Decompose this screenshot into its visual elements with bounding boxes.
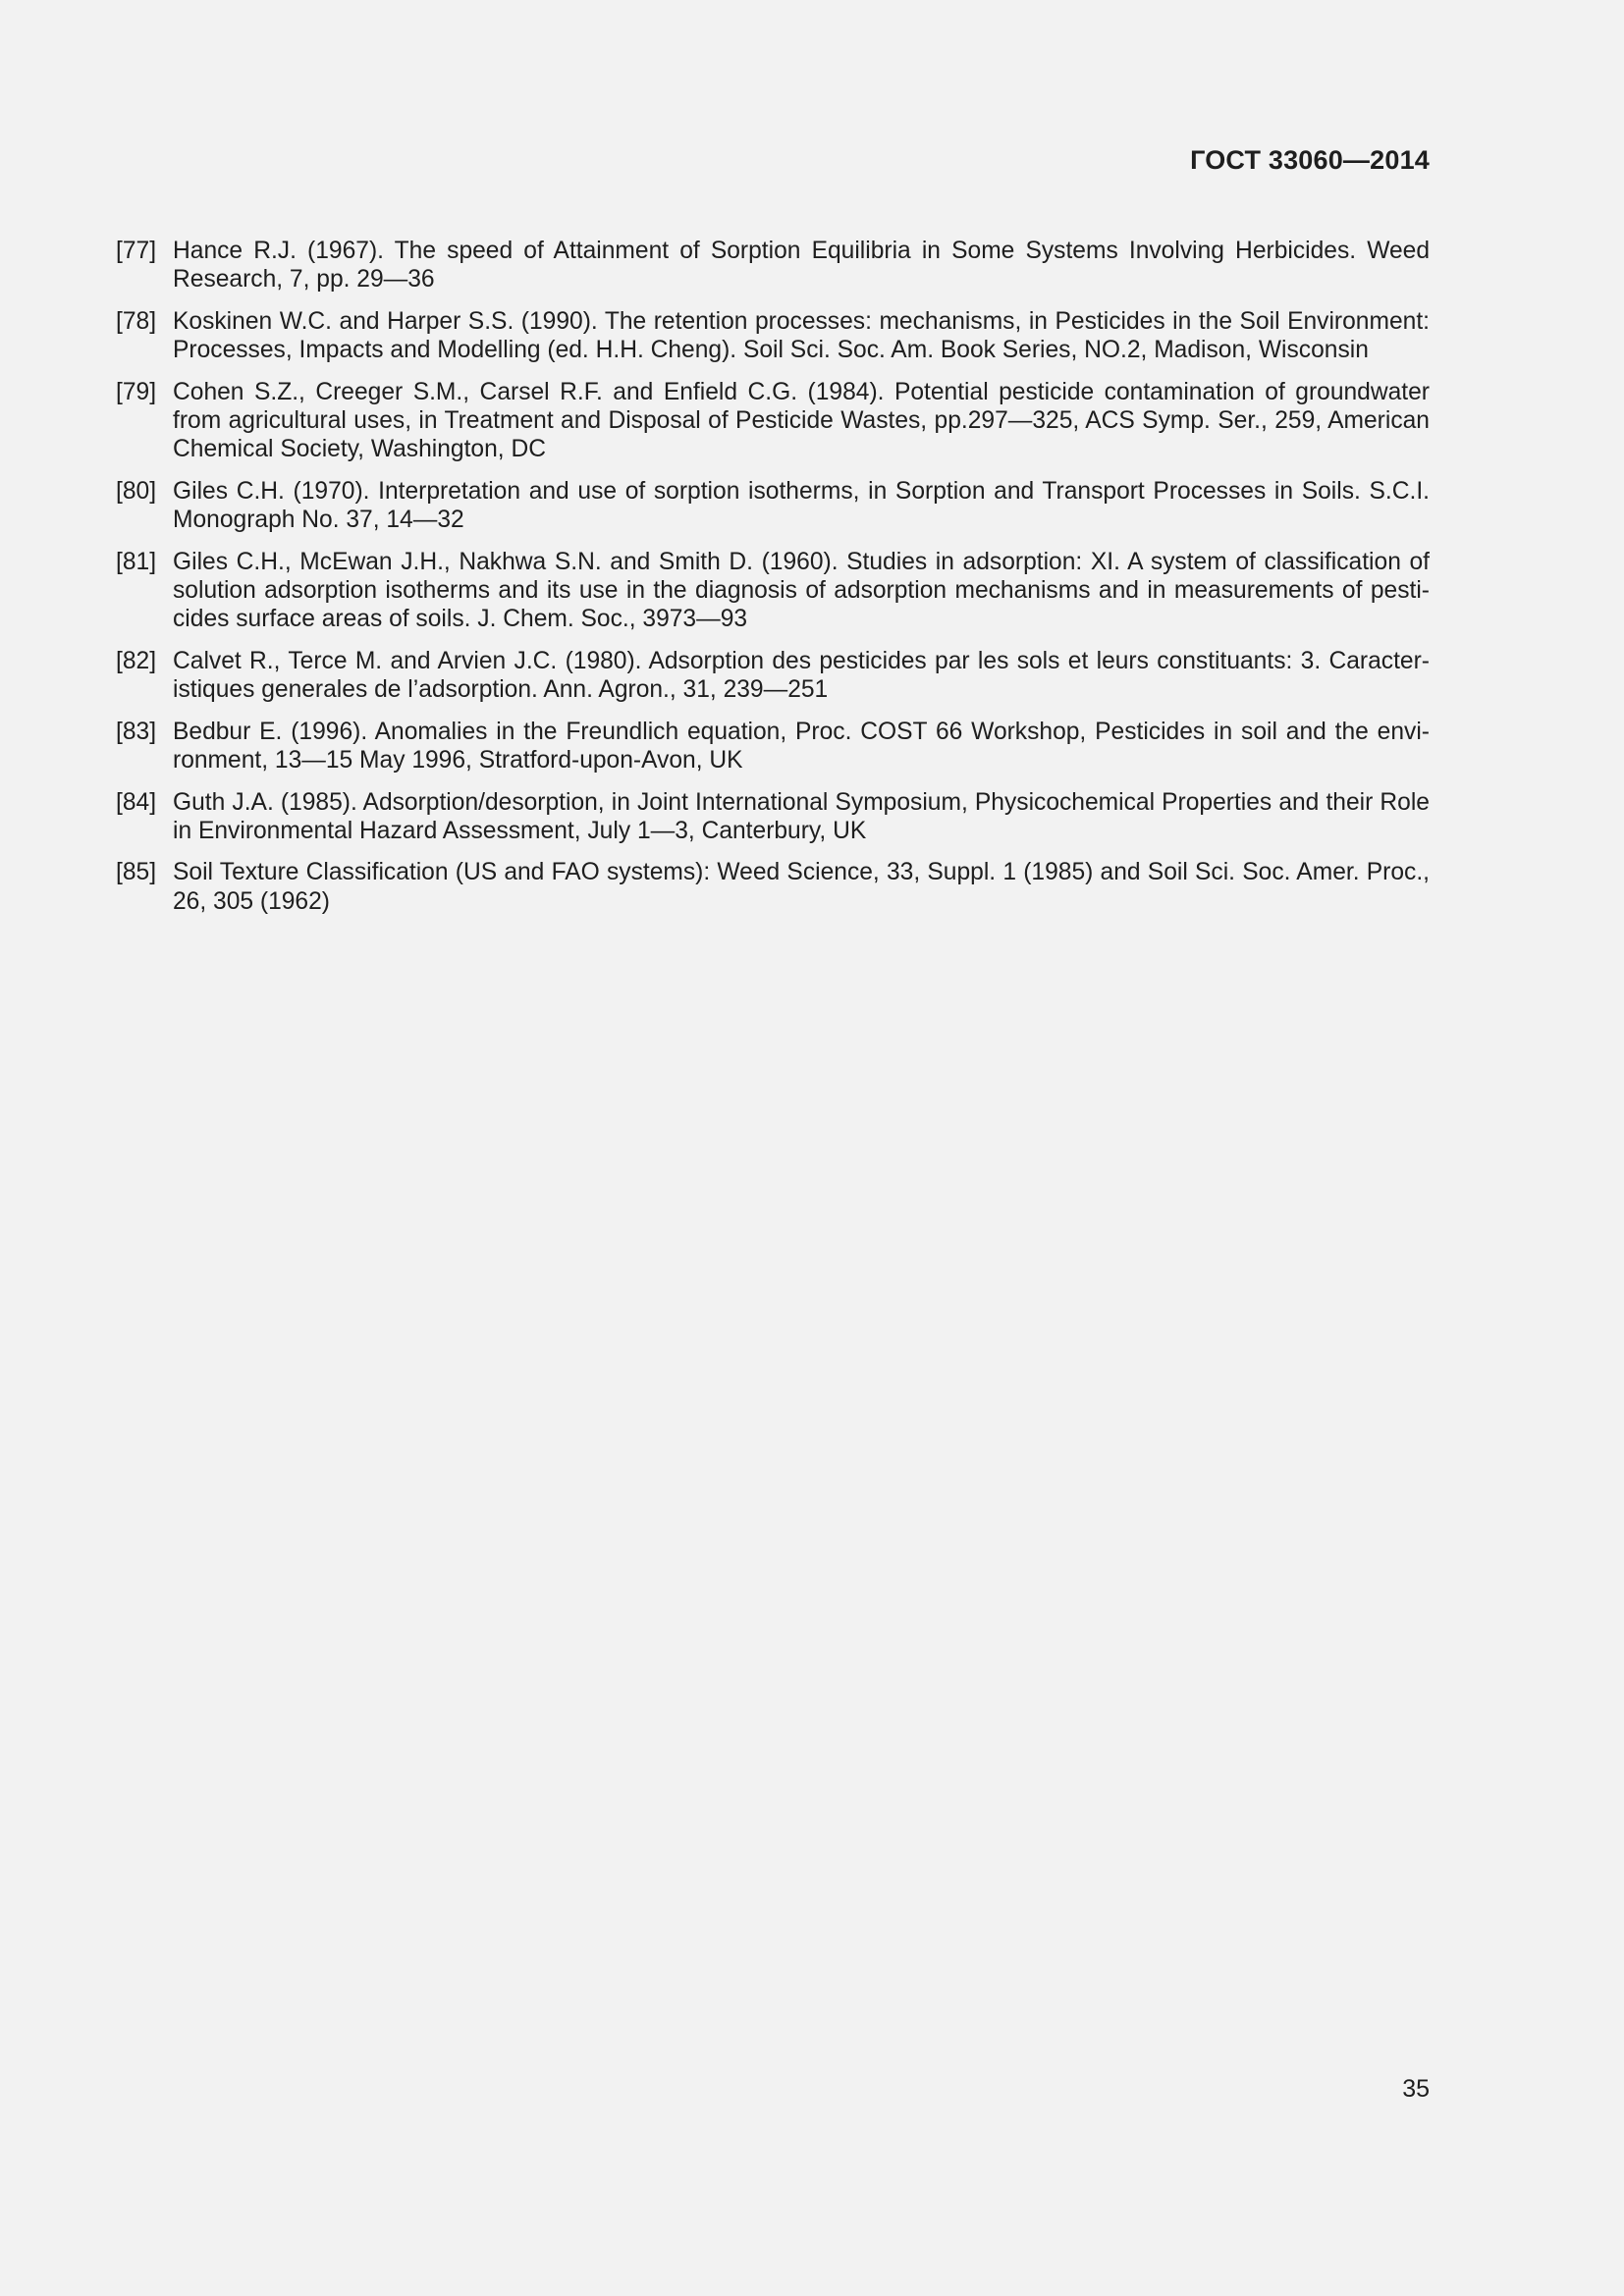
reference-number: [82] (116, 647, 157, 674)
reference-item (116, 378, 1430, 464)
reference-item (116, 237, 1430, 294)
reference-text: Koskinen W.C. and Harper S.S. (1990). The retention processes: mechanisms, in Pesticides in the Soil Environment: Processes, Impacts and Modelling (ed. H.H. Cheng). Soil Sci. Soc. Am. Book Series, NO.2, Madison, Wisconsin (173, 307, 1430, 364)
reference-number: [84] (116, 788, 157, 816)
reference-number: [80] (116, 477, 157, 505)
reference-item (116, 647, 1430, 705)
reference-item (116, 477, 1430, 535)
standard-code: ГОСТ 33060—2014 (1190, 145, 1430, 175)
reference-text: Soil Texture Classification (US and FAO systems): Weed Science, 33, Suppl. 1 (1985) and Soil Sci. Soc. Amer. Proc., 26, 305 (1962) (173, 859, 1430, 915)
reference-number: [83] (116, 718, 157, 745)
reference-text: Giles C.H., McEwan J.H., Nakhwa S.N. and Smith D. (1960). Studies in adsorption: XI. A system of classification of solution adsorption isotherms and its use in the diagnosis of adsorption mechanisms and in measurements of pesticides surface areas of soils. J. Chem. Soc., 3973—93 (173, 548, 1430, 633)
reference-text: Cohen S.Z., Creeger S.M., Carsel R.F. and Enfield C.G. (1984). Potential pesticide contamination of groundwater from agricultural uses, in Treatment and Disposal of Pesticide Wastes, pp.297—325, ACS Symp. Ser., 259, American Chemical Society, Washington, DC (173, 378, 1430, 463)
reference-number: [77] (116, 238, 157, 264)
reference-text: Bedbur E. (1996). Anomalies in the Freundlich equation, Proc. COST 66 Workshop, Pesticides in soil and the environment, 13—15 May 1996, Stratford-upon-Avon, UK (173, 718, 1430, 774)
reference-text: Guth J.A. (1985). Adsorption/desorption, in Joint International Symposium, Physicochemical Properties and their Role in Environmental Hazard Assessment, July 1—3, Canterbury, UK (173, 788, 1430, 844)
reference-number: [79] (116, 378, 157, 405)
reference-item (116, 788, 1430, 846)
reference-text: Giles C.H. (1970). Interpretation and use of sorption isotherms, in Sorption and Transport Processes in Soils. S.C.I. Monograph No. 37, 14—32 (173, 477, 1430, 534)
reference-item (116, 307, 1430, 365)
reference-number: [85] (116, 859, 157, 886)
reference-item (116, 548, 1430, 634)
reference-item (116, 718, 1430, 775)
page-number: 35 (1402, 2075, 1430, 2103)
reference-item (116, 858, 1430, 916)
document-header (1190, 145, 1430, 176)
reference-text: Hance R.J. (1967). The speed of Attainment of Sorption Equilibria in Some Systems Involving Herbicides. Weed Research, 7, pp. 29—36 (173, 238, 1430, 294)
reference-text: Calvet R., Terce M. and Arvien J.C. (1980). Adsorption des pesticides par les sols et leurs constituants: 3. Caracteristiques generales de l’adsorption. Ann. Agron., 31, 239—251 (173, 647, 1430, 704)
reference-number: [81] (116, 548, 157, 575)
reference-list (116, 237, 1430, 929)
reference-number: [78] (116, 307, 157, 335)
